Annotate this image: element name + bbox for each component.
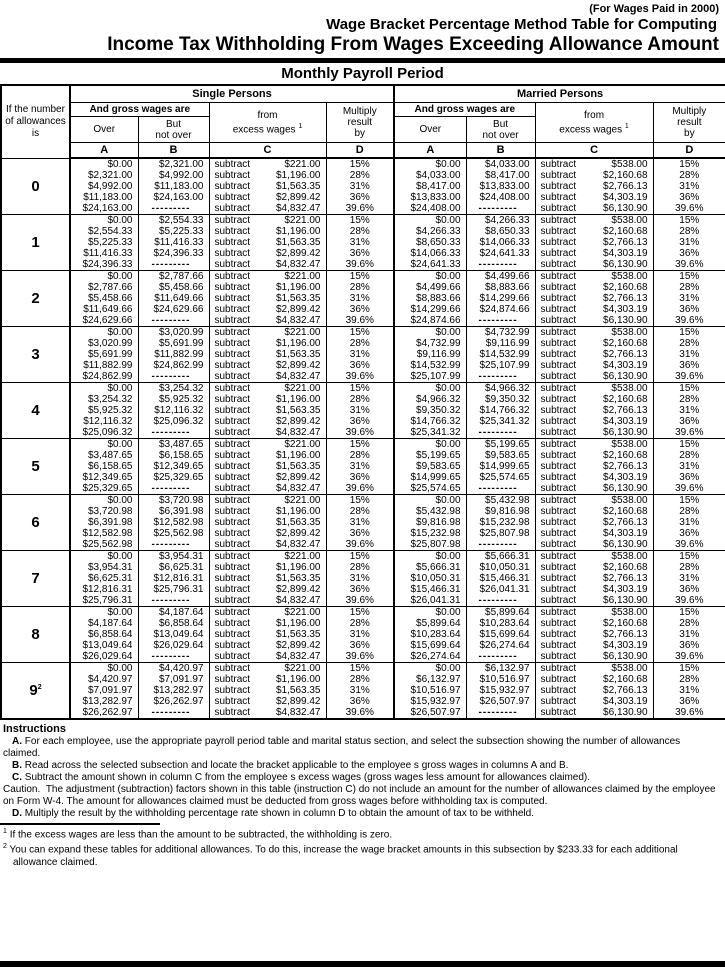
single-subtract-cell: subtract $221.00 subtract $1,196.00 subtract $1,563.35 subtract $2,899.42 subtract $4,832.47 <box>209 663 326 720</box>
single-but-not-over-cell: $3,487.65 $6,158.65 $12,349.65 $25,329.65 --------- <box>138 439 209 495</box>
married-over-cell: $0.00 $5,432.98 $9,816.98 $15,232.98 $25,807.98 <box>394 495 466 551</box>
allowance-subsection-7 <box>1 551 725 607</box>
single-multiply-cell: 15% 28% 31% 36% 39.6% <box>326 551 394 607</box>
allowance-subsection-8 <box>1 607 725 663</box>
allowance-count-cell: 4 <box>1 383 70 439</box>
single-column-letter-d: D <box>326 143 394 159</box>
single-multiply-cell: 15% 28% 31% 36% 39.6% <box>326 327 394 383</box>
single-multiply-cell: 15% 28% 31% 36% 39.6% <box>326 439 394 495</box>
married-over-cell: $0.00 $4,732.99 $9,116.99 $14,532.99 $25,107.99 <box>394 327 466 383</box>
single-subtract-cell: subtract $221.00 subtract $1,196.00 subtract $1,563.35 subtract $2,899.42 subtract $4,832.47 <box>209 551 326 607</box>
wage-bracket-table <box>0 84 725 720</box>
married-subtract-cell: subtract $538.00 subtract $2,160.68 subtract $2,766.13 subtract $4,303.19 subtract $6,130.90 <box>535 327 653 383</box>
single-subtract-cell: subtract $221.00 subtract $1,196.00 subtract $1,563.35 subtract $2,899.42 subtract $4,832.47 <box>209 327 326 383</box>
instruction-d: D. Multiply the result by the withholding percentage rate shown in column D to obtain the amount of tax to be withheld. <box>12 808 534 819</box>
married-over-header: Over <box>394 117 466 143</box>
allowance-subsection-0 <box>1 158 725 215</box>
married-over-cell: $0.00 $5,899.64 $10,283.64 $15,699.64 $26,274.64 <box>394 607 466 663</box>
married-over-cell: $0.00 $4,033.00 $8,417.00 $13,833.00 $24,408.00 <box>394 158 466 215</box>
married-subtract-cell: subtract $538.00 subtract $2,160.68 subtract $2,766.13 subtract $4,303.19 subtract $6,130.90 <box>535 607 653 663</box>
single-subtract-cell: subtract $221.00 subtract $1,196.00 subtract $1,563.35 subtract $2,899.42 subtract $4,832.47 <box>209 158 326 215</box>
married-column-letter-a: A <box>394 143 466 159</box>
single-over-cell: $0.00 $4,420.97 $7,091.97 $13,282.97 $26,262.97 <box>70 663 138 720</box>
single-but-not-over-cell: $2,321.00 $4,992.00 $11,183.00 $24,163.00 --------- <box>138 158 209 215</box>
married-multiply-cell: 15% 28% 31% 36% 39.6% <box>653 495 725 551</box>
single-over-cell: $0.00 $3,254.32 $5,925.32 $12,116.32 $25,096.32 <box>70 383 138 439</box>
wages-paid-year-note: (For Wages Paid in 2000) <box>589 3 719 15</box>
single-multiply-cell: 15% 28% 31% 36% 39.6% <box>326 607 394 663</box>
footnote-separator-rule <box>0 823 160 825</box>
allowance-subsection-5 <box>1 439 725 495</box>
single-excess-wages-header: from excess wages $^1$ <box>209 103 326 143</box>
married-multiply-cell: 15% 28% 31% 36% 39.6% <box>653 158 725 215</box>
single-multiply-header: Multiply result by <box>326 103 394 143</box>
single-gross-wages-header: And gross wages are <box>70 103 209 117</box>
excess-wages-footnote-marker: 1 <box>624 122 629 130</box>
married-multiply-cell: 15% 28% 31% 36% 39.6% <box>653 327 725 383</box>
single-over-cell: $0.00 $3,020.99 $5,691.99 $11,882.99 $24,862.99 <box>70 327 138 383</box>
married-subtract-cell: subtract $538.00 subtract $2,160.68 subtract $2,766.13 subtract $4,303.19 subtract $6,130.90 <box>535 439 653 495</box>
footnote-2: $^2$ You can expand these tables for additional allowances. To do this, increase the wage bracket amounts in this subsection by $233.33 for each additional allowance claimed. <box>3 843 678 868</box>
married-multiply-cell: 15% 28% 31% 36% 39.6% <box>653 607 725 663</box>
married-over-cell: $0.00 $6,132.97 $10,516.97 $15,932.97 $26,507.97 <box>394 663 466 720</box>
allowance-subsection-9 <box>1 663 725 720</box>
married-but-not-over-cell: $5,899.64 $10,283.64 $15,699.64 $26,274.64 --------- <box>466 607 535 663</box>
allowance-subsection-3 <box>1 327 725 383</box>
allowance-count-cell: 3 <box>1 327 70 383</box>
married-over-cell: $0.00 $4,966.32 $9,350.32 $14,766.32 $25,341.32 <box>394 383 466 439</box>
single-multiply-cell: 15% 28% 31% 36% 39.6% <box>326 383 394 439</box>
married-multiply-cell: 15% 28% 31% 36% 39.6% <box>653 383 725 439</box>
instructions-section <box>0 720 725 820</box>
allowance-count-cell: 1 <box>1 215 70 271</box>
allowance-count-cell: 5 <box>1 439 70 495</box>
married-multiply-header: Multiply result by <box>653 103 725 143</box>
married-over-cell: $0.00 $4,499.66 $8,883.66 $14,299.66 $24,874.66 <box>394 271 466 327</box>
single-over-cell: $0.00 $2,554.33 $5,225.33 $11,416.33 $24,396.33 <box>70 215 138 271</box>
married-but-not-over-cell: $5,199.65 $9,583.65 $14,999.65 $25,574.65 --------- <box>466 439 535 495</box>
single-but-not-over-cell: $2,554.33 $5,225.33 $11,416.33 $24,396.33 --------- <box>138 215 209 271</box>
married-multiply-cell: 15% 28% 31% 36% 39.6% <box>653 439 725 495</box>
married-but-not-over-cell: $4,266.33 $8,650.33 $14,066.33 $24,641.33 --------- <box>466 215 535 271</box>
married-but-not-over-cell: $6,132.97 $10,516.97 $15,932.97 $26,507.97 --------- <box>466 663 535 720</box>
single-subtract-cell: subtract $221.00 subtract $1,196.00 subtract $1,563.35 subtract $2,899.42 subtract $4,832.47 <box>209 215 326 271</box>
allowance-subsection-2 <box>1 271 725 327</box>
allowance-subsection-1 <box>1 215 725 271</box>
caution-note: Caution. The adjustment (subtraction) factors shown in this table (instruction C) do not include an amount for the number of allowances claimed by the employee on Form W-4. The amount for allowances claimed must be deducted from gross wages before withholding tax is computed. <box>3 784 716 807</box>
single-multiply-cell: 15% 28% 31% 36% 39.6% <box>326 495 394 551</box>
allowance-count-cell: 2 <box>1 271 70 327</box>
single-but-not-over-cell: $4,420.97 $7,091.97 $13,282.97 $26,262.97 --------- <box>138 663 209 720</box>
page-bottom-rule <box>0 961 725 967</box>
married-subtract-cell: subtract $538.00 subtract $2,160.68 subtract $2,766.13 subtract $4,303.19 subtract $6,130.90 <box>535 158 653 215</box>
allowance-count-cell: 6 <box>1 495 70 551</box>
single-subtract-cell: subtract $221.00 subtract $1,196.00 subtract $1,563.35 subtract $2,899.42 subtract $4,832.47 <box>209 271 326 327</box>
married-multiply-cell: 15% 28% 31% 36% 39.6% <box>653 271 725 327</box>
single-subtract-cell: subtract $221.00 subtract $1,196.00 subtract $1,563.35 subtract $2,899.42 subtract $4,832.47 <box>209 439 326 495</box>
married-over-cell: $0.00 $5,666.31 $10,050.31 $15,466.31 $26,041.31 <box>394 551 466 607</box>
excess-wages-footnote-marker: 1 <box>298 122 303 130</box>
married-but-not-over-cell: $4,499.66 $8,883.66 $14,299.66 $24,874.66 --------- <box>466 271 535 327</box>
married-but-not-over-header: But not over <box>466 117 535 143</box>
single-persons-section-header: Single Persons <box>70 85 394 103</box>
married-but-not-over-cell: $4,732.99 $9,116.99 $14,532.99 $25,107.99 --------- <box>466 327 535 383</box>
document-title-line1: Wage Bracket Percentage Method Table for Computing <box>326 16 717 33</box>
single-over-cell: $0.00 $3,487.65 $6,158.65 $12,349.65 $25,329.65 <box>70 439 138 495</box>
document-title-line2: Income Tax Withholding From Wages Exceeding Allowance Amount <box>107 34 719 55</box>
single-subtract-cell: subtract $221.00 subtract $1,196.00 subtract $1,563.35 subtract $2,899.42 subtract $4,832.47 <box>209 383 326 439</box>
married-column-letter-b: B <box>466 143 535 159</box>
single-over-cell: $0.00 $2,321.00 $4,992.00 $11,183.00 $24,163.00 <box>70 158 138 215</box>
married-subtract-cell: subtract $538.00 subtract $2,160.68 subtract $2,766.13 subtract $4,303.19 subtract $6,130.90 <box>535 215 653 271</box>
single-column-letter-c: C <box>209 143 326 159</box>
single-but-not-over-cell: $4,187.64 $6,858.64 $13,049.64 $26,029.64 --------- <box>138 607 209 663</box>
single-multiply-cell: 15% 28% 31% 36% 39.6% <box>326 215 394 271</box>
single-multiply-cell: 15% 28% 31% 36% 39.6% <box>326 158 394 215</box>
single-over-cell: $0.00 $3,720.98 $6,391.98 $12,582.98 $25,562.98 <box>70 495 138 551</box>
bracket-table-body <box>1 158 725 719</box>
married-but-not-over-cell: $5,666.31 $10,050.31 $15,466.31 $26,041.31 --------- <box>466 551 535 607</box>
married-multiply-cell: 15% 28% 31% 36% 39.6% <box>653 663 725 720</box>
single-but-not-over-cell: $3,020.99 $5,691.99 $11,882.99 $24,862.99 --------- <box>138 327 209 383</box>
married-persons-section-header: Married Persons <box>394 85 725 103</box>
single-but-not-over-cell: $3,954.31 $6,625.31 $12,816.31 $25,796.31 --------- <box>138 551 209 607</box>
single-but-not-over-cell: $2,787.66 $5,458.66 $11,649.66 $24,629.66 --------- <box>138 271 209 327</box>
allowance-count-cell: 0 <box>1 158 70 215</box>
married-subtract-cell: subtract $538.00 subtract $2,160.68 subtract $2,766.13 subtract $4,303.19 subtract $6,130.90 <box>535 383 653 439</box>
married-but-not-over-cell: $5,432.98 $9,816.98 $15,232.98 $25,807.98 --------- <box>466 495 535 551</box>
allowance-count-cell: 8 <box>1 607 70 663</box>
single-over-cell: $0.00 $4,187.64 $6,858.64 $13,049.64 $26,029.64 <box>70 607 138 663</box>
allowance-count-cell: $9^2$ <box>1 663 70 720</box>
allowance-subsection-4 <box>1 383 725 439</box>
footnote-1: $^1$ If the excess wages are less than the amount to be subtracted, the withholding is zero. <box>3 828 393 841</box>
single-over-header: Over <box>70 117 138 143</box>
married-but-not-over-cell: $4,033.00 $8,417.00 $13,833.00 $24,408.00 --------- <box>466 158 535 215</box>
single-column-letter-a: A <box>70 143 138 159</box>
married-excess-wages-header: from excess wages $^1$ <box>535 103 653 143</box>
single-over-cell: $0.00 $3,954.31 $6,625.31 $12,816.31 $25,796.31 <box>70 551 138 607</box>
single-over-cell: $0.00 $2,787.66 $5,458.66 $11,649.66 $24,629.66 <box>70 271 138 327</box>
allowance-footnote-marker: 2 <box>37 684 42 691</box>
single-subtract-cell: subtract $221.00 subtract $1,196.00 subtract $1,563.35 subtract $2,899.42 subtract $4,832.47 <box>209 495 326 551</box>
married-multiply-cell: 15% 28% 31% 36% 39.6% <box>653 551 725 607</box>
married-column-letter-c: C <box>535 143 653 159</box>
married-over-cell: $0.00 $5,199.65 $9,583.65 $14,999.65 $25,574.65 <box>394 439 466 495</box>
married-multiply-cell: 15% 28% 31% 36% 39.6% <box>653 215 725 271</box>
single-but-not-over-cell: $3,720.98 $6,391.98 $12,582.98 $25,562.98 --------- <box>138 495 209 551</box>
allowances-column-header: If the number of allowances is <box>1 85 70 158</box>
married-subtract-cell: subtract $538.00 subtract $2,160.68 subtract $2,766.13 subtract $4,303.19 subtract $6,130.90 <box>535 495 653 551</box>
instruction-c: C. Subtract the amount shown in column C from the employee s excess wages (gross wages less amount for allowances claimed). <box>12 772 591 783</box>
single-multiply-cell: 15% 28% 31% 36% 39.6% <box>326 663 394 720</box>
married-gross-wages-header: And gross wages are <box>394 103 535 117</box>
instruction-a: A. For each employee, use the appropriate payroll period table and marital status section, and select the subsection showing the number of allowances claimed. <box>3 736 681 759</box>
single-column-letter-b: B <box>138 143 209 159</box>
single-but-not-over-cell: $3,254.32 $5,925.32 $12,116.32 $25,096.32 --------- <box>138 383 209 439</box>
married-over-cell: $0.00 $4,266.33 $8,650.33 $14,066.33 $24,641.33 <box>394 215 466 271</box>
instruction-b: B. Read across the selected subsection and locate the bracket applicable to the employee s gross wages in columns A and B. <box>12 760 569 771</box>
payroll-period-heading: Monthly Payroll Period <box>281 65 444 82</box>
married-subtract-cell: subtract $538.00 subtract $2,160.68 subtract $2,766.13 subtract $4,303.19 subtract $6,130.90 <box>535 663 653 720</box>
single-subtract-cell: subtract $221.00 subtract $1,196.00 subtract $1,563.35 subtract $2,899.42 subtract $4,832.47 <box>209 607 326 663</box>
allowance-count-cell: 7 <box>1 551 70 607</box>
footnotes-section <box>0 826 725 869</box>
instructions-heading: Instructions <box>3 723 66 735</box>
allowance-subsection-6 <box>1 495 725 551</box>
married-but-not-over-cell: $4,966.32 $9,350.32 $14,766.32 $25,341.32 --------- <box>466 383 535 439</box>
married-column-letter-d: D <box>653 143 725 159</box>
married-subtract-cell: subtract $538.00 subtract $2,160.68 subtract $2,766.13 subtract $4,303.19 subtract $6,130.90 <box>535 271 653 327</box>
single-but-not-over-header: But not over <box>138 117 209 143</box>
married-subtract-cell: subtract $538.00 subtract $2,160.68 subtract $2,766.13 subtract $4,303.19 subtract $6,130.90 <box>535 551 653 607</box>
single-multiply-cell: 15% 28% 31% 36% 39.6% <box>326 271 394 327</box>
